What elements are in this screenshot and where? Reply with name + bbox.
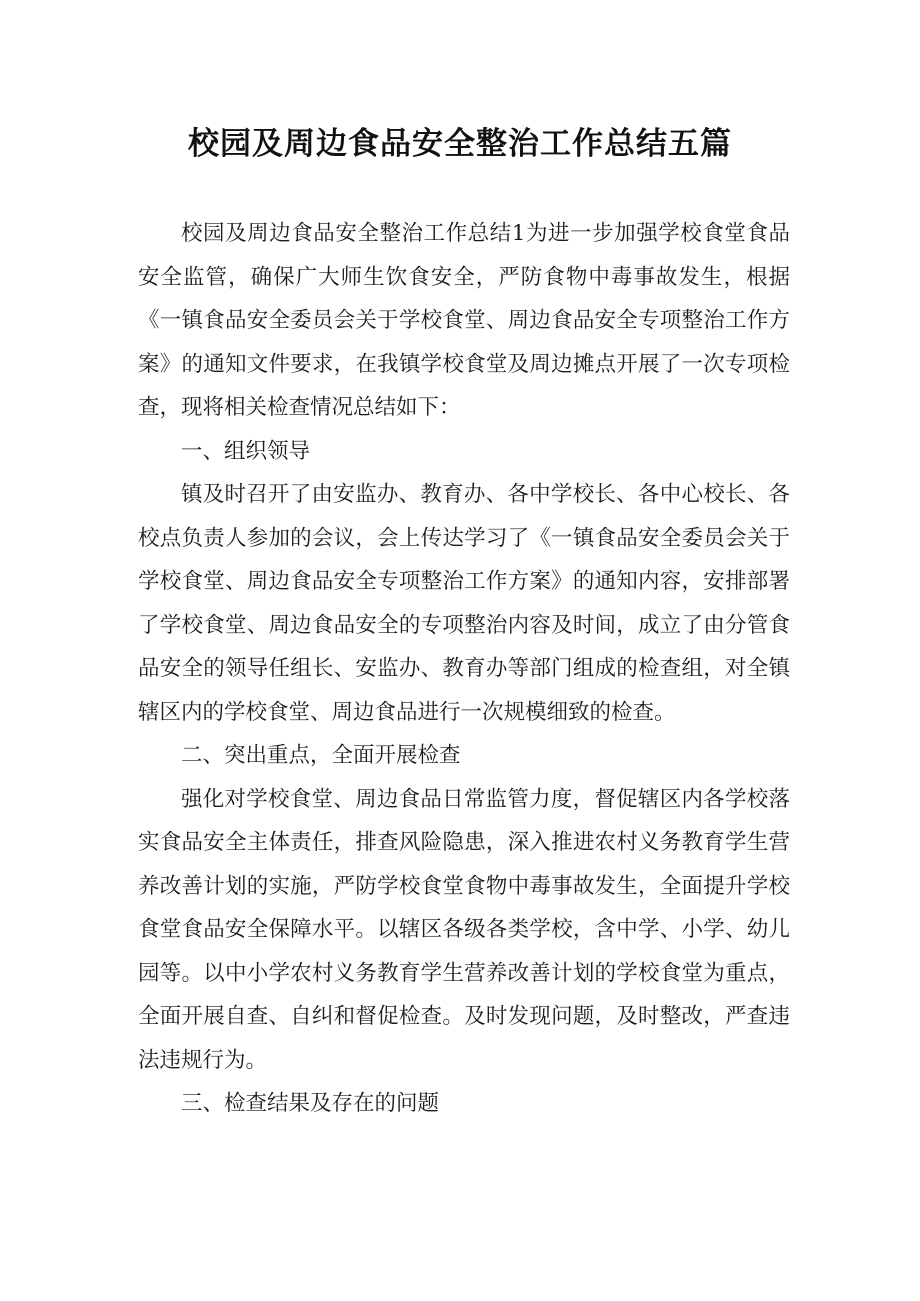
document-body bbox=[138, 212, 790, 1126]
section-heading-3: 三、检查结果及存在的问题 bbox=[181, 1091, 440, 1116]
document-title: 校园及周边食品安全整治工作总结五篇 bbox=[188, 126, 732, 162]
section-heading-1: 一、组织领导 bbox=[181, 438, 311, 464]
section-1-paragraph: 镇及时召开了由安监办、教育办、各中学校长、各中心校长、各校点负责人参加的会议，会上传达学习了《一镇食品安全委员会关于学校食堂、周边食品安全专项整治工作方案》的通知内容，安排部署了学校食堂、周边食品安全的专项整治内容及时间，成立了由分管食品安全的领导任组长、安监办、教育办等部门组成的检查组，对全镇辖区内的学校食堂、周边食品进行一次规模细致的检查。 bbox=[138, 482, 790, 725]
intro-paragraph: 校园及周边食品安全整治工作总结1为进一步加强学校食堂食品安全监管，确保广大师生饮食安全，严防食物中毒事故发生，根据《一镇食品安全委员会关于学校食堂、周边食品安全专项整治工作方案》的通知文件要求，在我镇学校食堂及周边摊点开展了一次专项检查，现将相关检查情况总结如下： bbox=[138, 221, 790, 420]
section-heading-2: 二、突出重点，全面开展检查 bbox=[181, 743, 461, 768]
section-2-paragraph: 强化对学校食堂、周边食品日常监管力度，督促辖区内各学校落实食品安全主体责任，排查风险隐患，深入推进农村义务教育学生营养改善计划的实施，严防学校食堂食物中毒事故发生，全面提升学校食堂食品安全保障水平。以辖区各级各类学校，含中学、小学、幼儿园等。以中小学农村义务教育学生营养改善计划的学校食堂为重点，全面开展自查、自纠和督促检查。及时发现问题，及时整改，严查违法违规行为。 bbox=[138, 786, 790, 1073]
